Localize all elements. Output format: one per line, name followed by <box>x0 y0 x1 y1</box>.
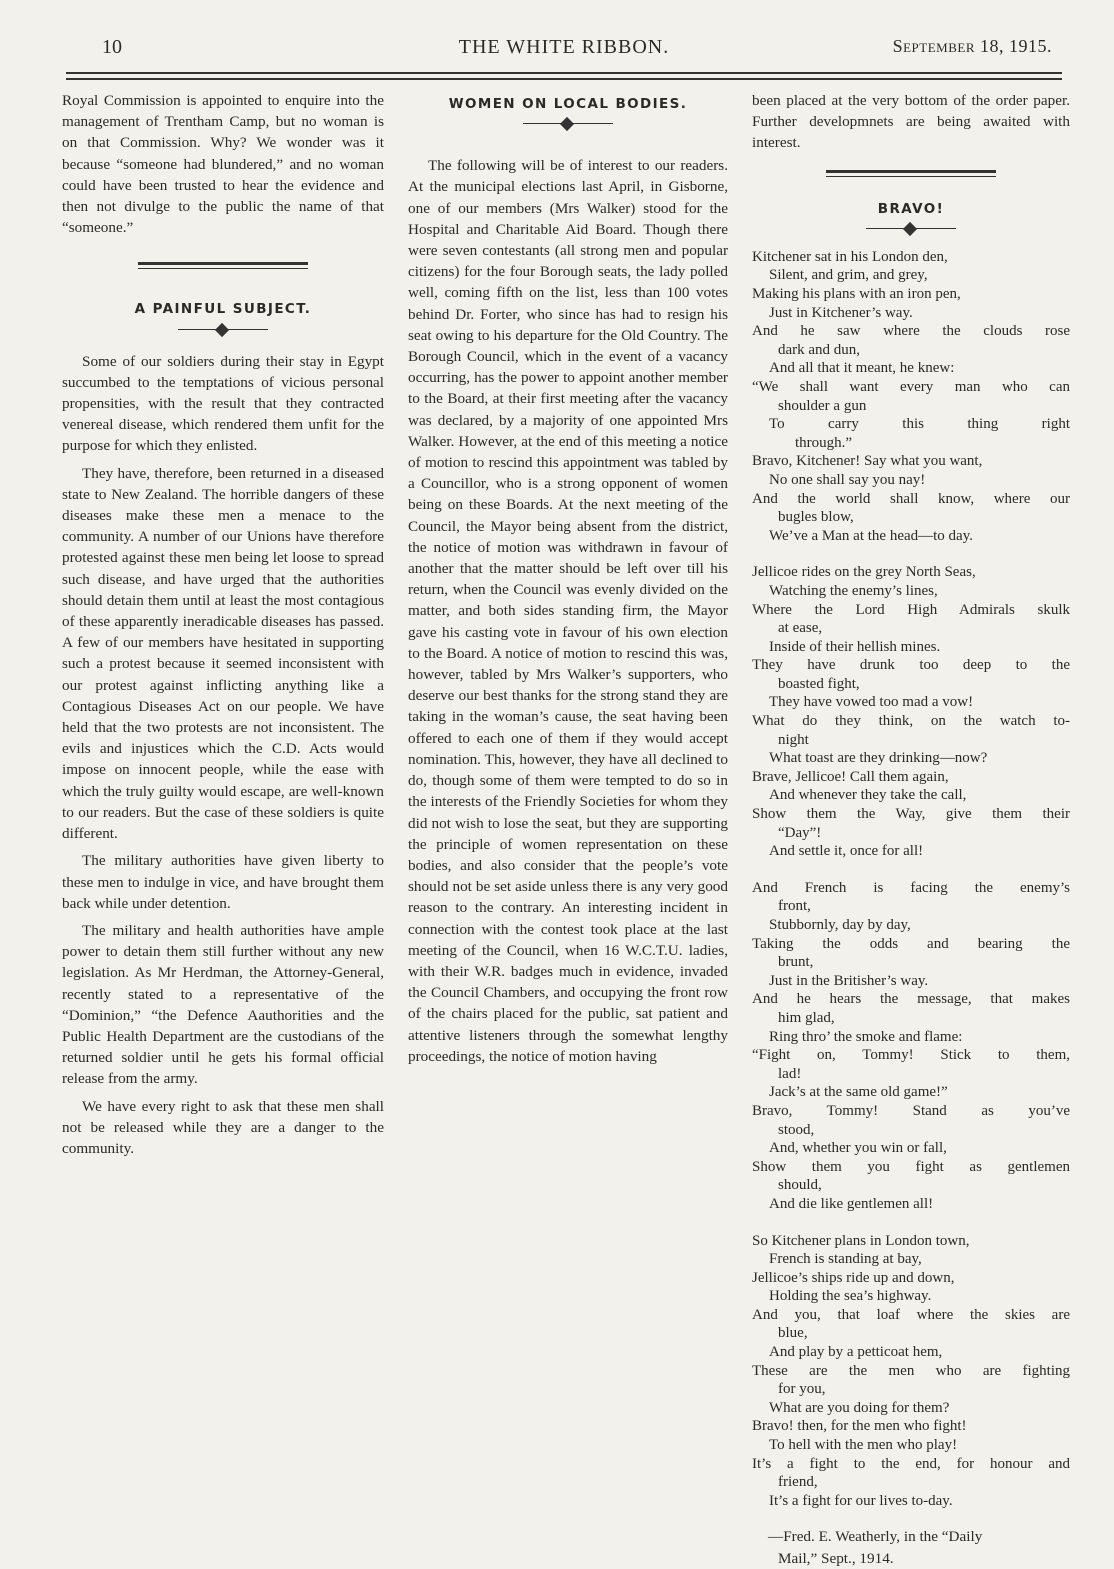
poem-line-turnover: for you, <box>778 1381 826 1398</box>
poem-line <box>752 786 1070 805</box>
poem-line-text: And, whether you win or fall, <box>769 1140 947 1157</box>
poem-line <box>752 749 1070 768</box>
poem-line <box>752 1139 1070 1158</box>
poem-line <box>752 304 1070 323</box>
article-paragraph: The following will be of interest to our readers. At the municipal elections last April, in Gisborne, one of our members (Mrs Walker) stood for the Hospital and Charitable Aid Board. Though there were seven contestants (all strong men and popular citizens) for the four Borough seats, the lady polled well, coming fifth on the list, less than 100 votes behind Dr. Forter, who since has had to resign his seat owing to his departure for the Old Country. The Borough Council, which in the event of a vacancy occurring, has the power to appoint another member to the Board, at their first meeting after the vacancy was declared, by a majority of one appointed Mrs Walker. However, at the end of this meeting a notice of motion to rescind this appointment was tabled by a Councillor, who is a strong opponent of women being on these Boards. At the next meeting of the Council, the Mayor being absent from the district, the notice of motion was withdrawn in favour of another that the matter should be left over till his return, when the Council was evenly divided on the matter, and both sides standing firm, the Mayor gave his casting vote in favour of his own election to the Board. A notice of motion to rescind this was, however, tabled by Mrs Walker’s supporters, who deserve our best thanks for the strong stand they are taking in the woman’s cause, the seat having been offered to each one of them if they would accept nomination. This, however, they have all declined to do, though some of them were tempted to do so in the interests of the Friendly Societies for whom they did not wish to lose the seat, but they are supporting the principle of women representation on these bodies, and also consider that the people’s vote should not be set aside unless there is any very good reason to the contrary. An interesting incident in connection with the contest took place at the last meeting of the Council, when 16 W.C.T.U. ladies, with their W.R. badges much in evidence, invaded the Council Chambers, and occupying the front row of the chairs placed for the public, sat patient and attentive listeners through the somewhat lengthy proceedings, the notice of motion having <box>408 157 728 1065</box>
poem-line <box>752 768 1070 787</box>
poem-line-turnover: “Day”! <box>778 824 822 841</box>
poem-line <box>752 972 1070 991</box>
column-2 <box>408 90 728 1073</box>
poem-line <box>752 471 1070 490</box>
article-heading-women-local-bodies: WOMEN ON LOCAL BODIES. <box>448 96 688 112</box>
poem-line-text: French is standing at bay, <box>769 1251 922 1268</box>
poem-line-text: Brave, Jellicoe! Call them again, <box>752 768 949 785</box>
poem-line-turnover: stood, <box>778 1121 815 1138</box>
poem-line <box>752 1158 1070 1195</box>
poem-line-text: Inside of their hellish mines. <box>769 638 941 655</box>
poem-line-text: And play by a petticoat hem, <box>769 1344 943 1361</box>
poem-line <box>752 285 1070 304</box>
poem-line <box>752 1306 1070 1343</box>
poem-stanza <box>752 248 1070 546</box>
article-heading-painful-subject: A PAINFUL SUBJECT. <box>134 301 312 318</box>
poem-line <box>752 1046 1070 1083</box>
column-3 <box>752 90 1070 1569</box>
poem-line-turnover: lad! <box>778 1065 802 1082</box>
poem-line-text: Show them you fight as gentlemen <box>752 1158 1070 1175</box>
poem-line <box>752 415 1070 452</box>
poem-line-turnover: friend, <box>778 1474 818 1491</box>
poem-line-turnover: dark and dun, <box>778 341 861 358</box>
poem-line <box>752 805 1070 842</box>
section-divider <box>826 170 996 177</box>
poem-line <box>752 935 1070 972</box>
poem-line <box>752 378 1070 415</box>
poem-line <box>752 1417 1070 1436</box>
poem-line-text: And he saw where the clouds rose <box>752 323 1070 340</box>
poem-line-text: Taking the odds and bearing the <box>752 935 1070 952</box>
poem-line-text: Jellicoe’s ships ride up and down, <box>752 1269 955 1286</box>
poem-line <box>752 1399 1070 1418</box>
poem-line-text: Jellicoe rides on the grey North Seas, <box>752 564 976 581</box>
poem-line <box>752 582 1070 601</box>
poem-line-text: To carry this thing right <box>769 416 1070 433</box>
masthead <box>64 36 1064 68</box>
poem-line <box>752 1102 1070 1139</box>
poem-line-turnover: bugles blow, <box>778 509 854 526</box>
poem-line <box>752 638 1070 657</box>
poem-line <box>752 1232 1070 1251</box>
poem-line-turnover: boasted fight, <box>778 675 860 692</box>
poem-line-text: Just in the Britisher’s way. <box>769 972 929 989</box>
poem-line-text: Ring thro’ the smoke and flame: <box>769 1028 963 1045</box>
poem-line <box>752 916 1070 935</box>
poem-line <box>752 842 1070 861</box>
poem-line <box>752 1436 1070 1455</box>
poem-line-turnover: through.” <box>795 434 853 451</box>
poem-line-text: “Fight on, Tommy! Stick to them, <box>752 1047 1070 1064</box>
poem-line <box>752 1343 1070 1362</box>
poem-line-turnover: him glad, <box>778 1009 835 1026</box>
article-continuation: Royal Commission is appointed to enquire into the management of Trentham Camp, but no woman is on that Commission. Why? We wonder was it because “someone had blundered,” and no woman could have been trusted to hear the evidence and then not divulge to the public the name of that “someone.” <box>62 92 384 237</box>
poem-stanza <box>752 879 1070 1214</box>
article-paragraph: We have every right to ask that these men shall not be released while they are a danger to the community. <box>62 1097 384 1157</box>
poem-line <box>752 563 1070 582</box>
poem-line <box>752 1287 1070 1306</box>
poem-line-text: Silent, and grim, and grey, <box>769 267 928 284</box>
poem-line <box>752 248 1070 267</box>
poem-line-turnover: front, <box>778 898 811 915</box>
page-number: 10 <box>102 36 122 58</box>
article-paragraph: Some of our soldiers during their stay in Egypt succumbed to the temptations of vicious personal propensities, with the result that they contracted venereal disease, which rendered them unfit for the purpose for which they enlisted. <box>62 352 384 455</box>
credit-line: Mail,” Sept., 1914. <box>778 1549 894 1567</box>
poem-line-text: And he hears the message, that makes <box>752 991 1070 1008</box>
column-1 <box>62 90 384 1165</box>
article-paragraph: The military authorities have given liberty to these men to indulge in vice, and have brought them back while under detention. <box>62 852 384 912</box>
poem-line <box>752 1250 1070 1269</box>
poem-line-turnover: night <box>778 731 809 748</box>
poem-line <box>752 1195 1070 1214</box>
poem-line <box>752 712 1070 749</box>
poem-line-text: And whenever they take the call, <box>769 787 967 804</box>
poem-line-text: Show them the Way, give them their <box>752 806 1070 823</box>
poem-line <box>752 490 1070 527</box>
poem-line-text: It’s a fight to the end, for honour and <box>752 1455 1070 1472</box>
poem-line <box>752 359 1070 378</box>
poem-line-text: So Kitchener plans in London town, <box>752 1232 970 1249</box>
poem-line <box>752 1492 1070 1511</box>
poem-line <box>752 527 1070 546</box>
credit-line: —Fred. E. Weatherly, in the “Daily <box>768 1528 983 1546</box>
poem-line-text: Stubbornly, day by day, <box>769 917 911 933</box>
poem-line-text: These are the men who are fighting <box>752 1362 1070 1379</box>
poem-line-text: Bravo! then, for the men who fight! <box>752 1418 967 1435</box>
poem-heading-bravo: BRAVO! <box>877 200 945 217</box>
poem-line <box>752 1269 1070 1288</box>
poem-line <box>752 990 1070 1027</box>
poem-line <box>752 656 1070 693</box>
poem-line-text: They have vowed too mad a vow! <box>769 694 974 711</box>
ornament-divider <box>866 222 956 236</box>
poem-line-text: “We shall want every man who can <box>752 378 1070 395</box>
section-divider <box>138 262 308 269</box>
poem-line-text: No one shall say you nay! <box>769 471 926 488</box>
poem-line-turnover: should, <box>778 1177 822 1194</box>
poem-line <box>752 452 1070 471</box>
poem-line <box>752 266 1070 285</box>
poem-line <box>752 879 1070 916</box>
poem-line-text: And die like gentlemen all! <box>769 1195 934 1212</box>
poem-line-text: We’ve a Man at the head—to day. <box>769 527 973 544</box>
poem-line-text: And settle it, once for all! <box>769 843 924 860</box>
poem-line-text: What are you doing for them? <box>769 1399 950 1416</box>
issue-date: September 18, 1915. <box>892 36 1052 56</box>
poem-line-text: Watching the enemy’s lines, <box>769 582 938 599</box>
ornament-divider <box>523 117 613 131</box>
poem-line <box>752 1362 1070 1399</box>
poem-line-text: They have drunk too deep to the <box>752 657 1070 674</box>
poem-line <box>752 1083 1070 1102</box>
poem-line-text: Making his plans with an iron pen, <box>752 286 961 302</box>
poem-line-text: It’s a fight for our lives to-day. <box>769 1492 953 1509</box>
poem-line-text: Kitchener sat in his London den, <box>752 248 948 265</box>
ornament-divider <box>178 323 268 337</box>
poem-line-text: Jack’s at the same old game!” <box>769 1084 948 1101</box>
poem-line-text: And French is facing the enemy’s <box>752 879 1070 896</box>
poem-credit <box>752 1526 1070 1568</box>
poem-line-text: Holding the sea’s highway. <box>769 1288 932 1305</box>
poem-line-turnover: brunt, <box>778 954 814 971</box>
poem-line <box>752 1455 1070 1492</box>
poem-line-turnover: shoulder a gun <box>778 397 867 414</box>
article-continuation: been placed at the very bottom of the order paper. Further developmnets are being awaited with interest. <box>752 92 1070 152</box>
poem-line <box>752 693 1070 712</box>
poem-line-text: And all that it meant, he knew: <box>769 360 955 377</box>
publication-title: THE WHITE RIBBON. <box>458 36 670 58</box>
poem-line-turnover: blue, <box>778 1325 808 1342</box>
poem-line-text: What toast are they drinking—now? <box>769 750 988 767</box>
poem-line-text: What do they think, on the watch to- <box>752 713 1070 730</box>
article-paragraph: They have, therefore, been returned in a diseased state to New Zealand. The horrible dangers of these diseases make these men a menace to the community. A number of our Unions have therefore protested against these men being let loose to spread such disease, and have urged that the authorities should detain them until at least the most contagious of these apparently ineradicable diseases has passed. A few of our members have hesitated in supporting such a protest because it seemed inconsistent with our protest against inflicting anything like a Contagious Diseases Act on our people. We have held that the two protests are not inconsistent. The evils and injustices which the C.D. Acts would impose on innocent people, while the ease with which the truly guilty would escape, are well-known to our readers. But the case of these soldiers is quite different. <box>62 464 384 843</box>
poem-line-text: Just in Kitchener’s way. <box>769 304 913 321</box>
poem-stanza <box>752 563 1070 861</box>
poem-line-text: Bravo, Kitchener! Say what you want, <box>752 453 983 470</box>
poem-line <box>752 1028 1070 1047</box>
masthead-rule <box>66 72 1062 80</box>
article-paragraph: The military and health authorities have ample power to detain them still further without any new legislation. As Mr Herdman, the Attorney-General, recently stated to a representative of the “Dominion,” “the Defence Aauthorities and the Public Health Department are the custodians of the returned soldier until he gets his formal official release from the army. <box>62 921 384 1088</box>
poem-line <box>752 322 1070 359</box>
poem-line-text: Bravo, Tommy! Stand as you’ve <box>752 1102 1070 1119</box>
poem-line-text: Where the Lord High Admirals skulk <box>752 601 1070 618</box>
poem-line-text: To hell with the men who play! <box>769 1437 958 1454</box>
poem-stanza <box>752 1232 1070 1511</box>
poem-line-turnover: at ease, <box>778 620 823 637</box>
poem-line-text: And the world shall know, where our <box>752 490 1070 507</box>
poem-line-text: And you, that loaf where the skies are <box>752 1306 1070 1323</box>
poem-line <box>752 601 1070 638</box>
poem <box>752 248 1070 1511</box>
